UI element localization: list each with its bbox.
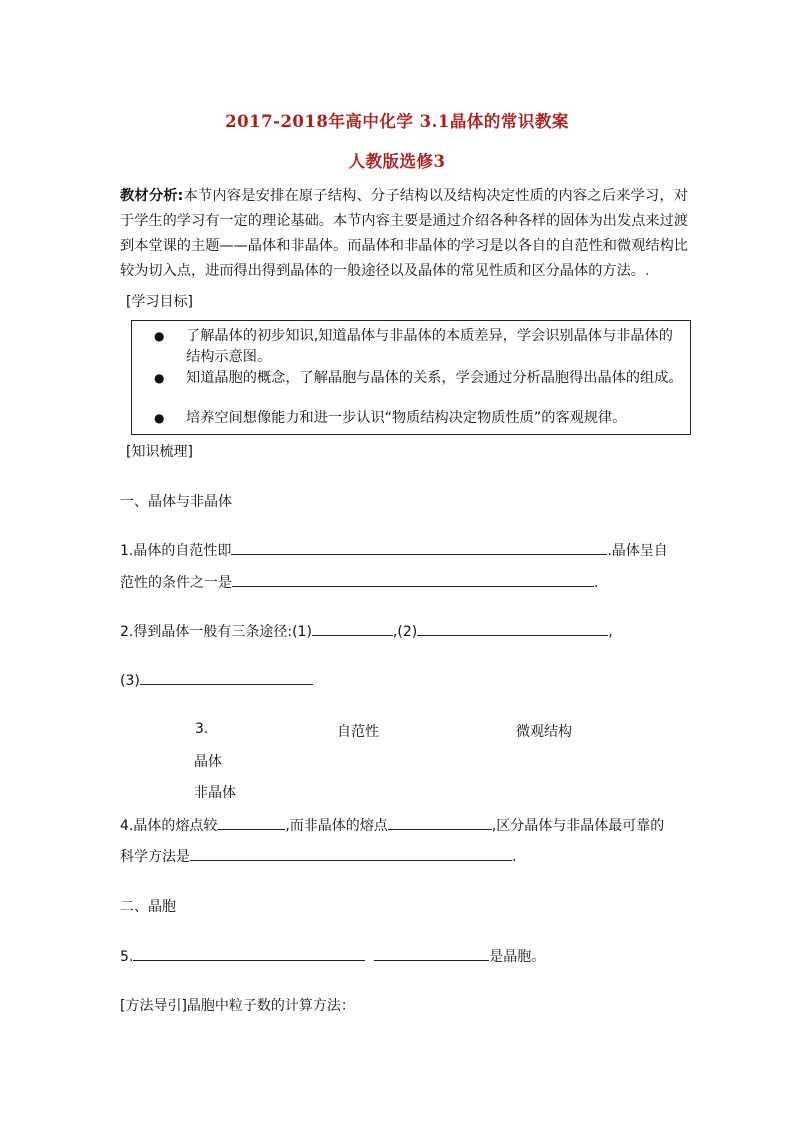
q1-condition-prefix: 范性的条件之一是 (120, 575, 232, 591)
objective-item (154, 326, 684, 367)
table-row-crystal: 晶体 (194, 754, 222, 770)
q2-blank-2[interactable] (417, 621, 608, 636)
bullet-icon: ● (154, 371, 165, 385)
table-header-self-shaping: 自范性 (337, 724, 379, 740)
question-2-line2 (120, 670, 313, 689)
q1-prefix: 1.晶体的自范性即 (120, 543, 232, 559)
q1-blank-2[interactable] (232, 572, 594, 587)
q2-sep: ,(2) (392, 624, 418, 640)
intro-label: 教材分析: (120, 188, 184, 204)
section1-heading: 一、晶体与非晶体 (120, 494, 232, 510)
question-4-line1 (120, 815, 664, 835)
q4-blank-1[interactable] (217, 815, 285, 830)
q4-prefix: 4.晶体的熔点较 (120, 818, 218, 834)
table-cell-number: 3. (195, 721, 209, 737)
q4-middle: ,而非晶体的熔点 (285, 818, 388, 834)
q4-blank-3[interactable] (190, 846, 512, 861)
objectives-heading: [学习目标] (126, 294, 193, 310)
q4-period: . (512, 849, 517, 865)
page-title: 2017-2018年高中化学 3.1晶体的常识教案 (225, 112, 569, 131)
question-5 (120, 946, 545, 966)
q4-method-prefix: 科学方法是 (120, 849, 190, 865)
q5-suffix: 是晶胞。 (489, 949, 546, 965)
table-row-noncrystal: 非晶体 (194, 785, 236, 801)
q5-blank-1[interactable] (133, 946, 365, 961)
objectives-box (131, 320, 691, 435)
q1-blank-1[interactable] (231, 540, 607, 555)
objective-text: 培养空间想像能力和进一步认识“物质结构决定物质性质”的客观规律。 (186, 410, 627, 426)
q2-prefix: 2.得到晶体一般有三条途径:(1) (120, 624, 312, 640)
method-guide: [方法导引]晶胞中粒子数的计算方法： (120, 998, 355, 1014)
q5-prefix: 5. (120, 949, 134, 965)
question-1-line1 (120, 540, 668, 560)
bullet-icon: ● (154, 329, 165, 343)
objective-item (154, 408, 684, 429)
objective-text: 了解晶体的初步知识,知道晶体与非晶体的本质差异，学会识别晶体与非晶体的结构示意图。 (186, 328, 673, 365)
page-subtitle: 人教版选修3 (348, 152, 446, 171)
objective-text: 知道晶胞的概念，了解晶胞与晶体的关系，学会通过分析晶胞得出晶体的组成。 (186, 370, 683, 386)
review-heading: [知识梳理] (126, 444, 193, 460)
objective-item (154, 368, 684, 389)
q2-third-label: (3) (120, 673, 140, 689)
q5-blank-2[interactable] (374, 946, 489, 961)
intro-text: 本节内容是安排在原子结构、分子结构以及结构决定性质的内容之后来学习，对于学生的学习有一定的理论基础。本节内容主要是通过介绍各种各样的固体为出发点来过渡到本堂课的主题——晶体和非晶体。而晶体和非晶体的学习是以各自的自范性和微观结构比较为切入点，进而得出得到晶体的一般途径以及晶体的常见性质和区分晶体的方法。 (120, 188, 688, 279)
q2-blank-3[interactable] (140, 670, 313, 685)
intro-trail: . (644, 263, 650, 279)
q2-comma: , (608, 624, 613, 640)
question-1-line2 (120, 572, 598, 592)
q1-end: . (594, 575, 599, 591)
q1-middle: .晶体呈自 (607, 543, 668, 559)
table-header-microstructure: 微观结构 (516, 724, 572, 740)
section2-heading: 二、晶胞 (120, 899, 176, 915)
q4-blank-2[interactable] (388, 815, 492, 830)
question-4-line2 (120, 846, 516, 866)
bullet-icon: ● (154, 411, 165, 425)
question-2-line1 (120, 621, 613, 641)
q2-blank-1[interactable] (312, 621, 393, 636)
q4-end: ,区分晶体与非晶体最可靠的 (491, 818, 665, 834)
intro-paragraph (120, 184, 688, 284)
